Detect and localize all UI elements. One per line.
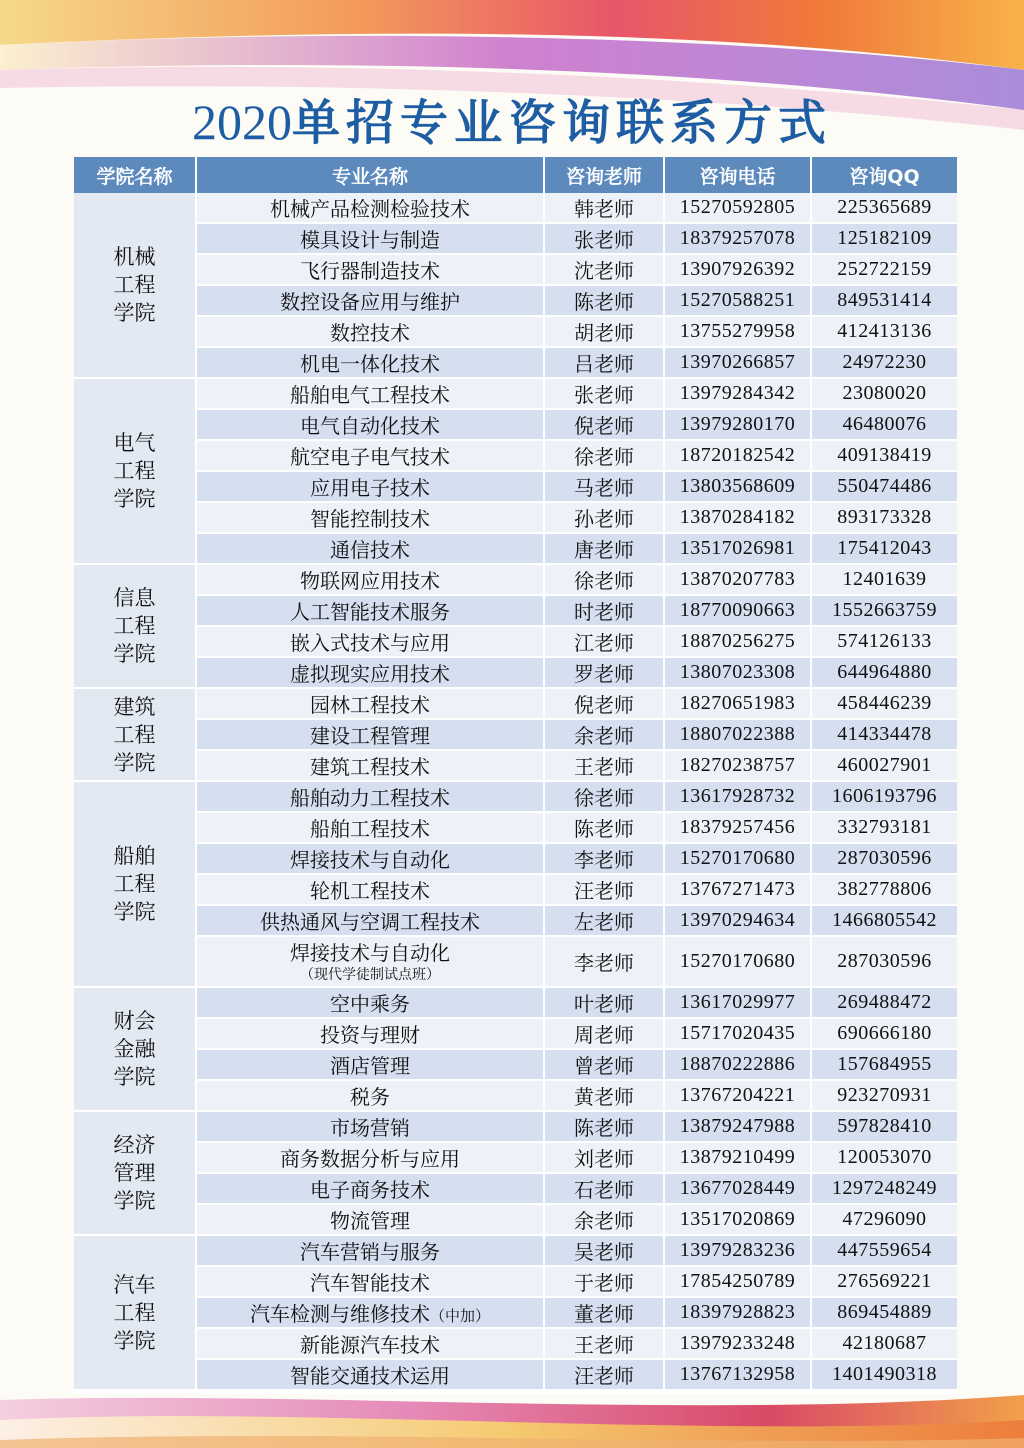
phone-cell: 13617928732 — [664, 781, 811, 812]
phone-cell: 13767204221 — [664, 1080, 811, 1111]
major-name: 数控设备应用与维护 — [280, 290, 460, 314]
qq-cell: 1401490318 — [811, 1359, 957, 1390]
table-row — [74, 1018, 957, 1049]
teacher-cell: 孙老师 — [544, 502, 664, 533]
phone-cell: 13517020869 — [664, 1204, 811, 1235]
major-cell — [196, 1359, 544, 1390]
phone-cell: 13767271473 — [664, 874, 811, 905]
qq-cell: 225365689 — [811, 193, 957, 223]
college-name: 机械 工程 学院 — [113, 245, 156, 325]
major-note: （现代学徒制试点班） — [300, 966, 440, 983]
table-row — [74, 719, 957, 750]
major-name: 智能交通技术运用 — [290, 1364, 450, 1388]
phone-cell: 13807023308 — [664, 657, 811, 688]
table-header-row — [74, 157, 957, 193]
major-cell — [196, 502, 544, 533]
teacher-cell: 罗老师 — [544, 657, 664, 688]
qq-cell: 458446239 — [811, 688, 957, 719]
major-cell — [196, 595, 544, 626]
teacher-cell: 黄老师 — [544, 1080, 664, 1111]
col-header-college: 学院名称 — [74, 157, 196, 193]
college-name: 电气 工程 学院 — [113, 431, 156, 511]
table-row — [74, 626, 957, 657]
major-name: 汽车营销与服务 — [300, 1240, 440, 1264]
major-cell — [196, 719, 544, 750]
major-name: 人工智能技术服务 — [290, 600, 450, 624]
major-cell — [196, 471, 544, 502]
teacher-cell: 石老师 — [544, 1173, 664, 1204]
teacher-cell: 唐老师 — [544, 533, 664, 564]
major-cell — [196, 1049, 544, 1080]
table-row — [74, 471, 957, 502]
college-name: 汽车 工程 学院 — [113, 1272, 156, 1353]
table-row — [74, 347, 957, 378]
table-row — [74, 874, 957, 905]
teacher-cell: 曾老师 — [544, 1049, 664, 1080]
table-row — [74, 1080, 957, 1111]
major-name: 焊接技术与自动化 — [290, 940, 450, 965]
qq-cell: 597828410 — [811, 1111, 957, 1142]
qq-cell: 287030596 — [811, 843, 957, 874]
table-row — [74, 936, 957, 987]
teacher-cell: 马老师 — [544, 471, 664, 502]
major-cell — [196, 1018, 544, 1049]
table-row — [74, 1204, 957, 1235]
major-cell — [196, 781, 544, 812]
phone-cell: 15270588251 — [664, 285, 811, 316]
teacher-cell: 徐老师 — [544, 440, 664, 471]
teacher-cell: 于老师 — [544, 1266, 664, 1297]
phone-cell: 13979283236 — [664, 1235, 811, 1266]
college-name-cell — [74, 1111, 196, 1235]
teacher-cell: 吕老师 — [544, 347, 664, 378]
table-row — [74, 905, 957, 936]
major-name: 建筑工程技术 — [310, 755, 430, 779]
major-name: 船舶动力工程技术 — [290, 786, 450, 810]
major-cell — [196, 905, 544, 936]
phone-cell: 13907926392 — [664, 254, 811, 285]
qq-cell: 1606193796 — [811, 781, 957, 812]
major-cell — [196, 987, 544, 1018]
qq-cell: 12401639 — [811, 564, 957, 595]
teacher-cell: 江老师 — [544, 626, 664, 657]
col-header-teacher: 咨询老师 — [544, 157, 664, 193]
major-cell — [196, 936, 544, 987]
phone-cell: 18270651983 — [664, 688, 811, 719]
qq-cell: 46480076 — [811, 409, 957, 440]
college-name: 经济 管理 学院 — [113, 1133, 156, 1213]
phone-cell: 13979233248 — [664, 1328, 811, 1359]
college-name-cell — [74, 781, 196, 987]
qq-cell: 849531414 — [811, 285, 957, 316]
phone-cell: 18379257078 — [664, 223, 811, 254]
qq-cell: 893173328 — [811, 502, 957, 533]
teacher-cell: 王老师 — [544, 750, 664, 781]
major-name: 智能控制技术 — [310, 507, 430, 531]
major-cell — [196, 316, 544, 347]
major-name: 供热通风与空调工程技术 — [260, 910, 480, 934]
major-cell — [196, 812, 544, 843]
table-row — [74, 750, 957, 781]
contact-table — [74, 157, 957, 1391]
teacher-cell: 汪老师 — [544, 1359, 664, 1390]
teacher-cell: 汪老师 — [544, 874, 664, 905]
teacher-cell: 陈老师 — [544, 1111, 664, 1142]
major-cell — [196, 193, 544, 223]
qq-cell: 24972230 — [811, 347, 957, 378]
teacher-cell: 陈老师 — [544, 285, 664, 316]
qq-cell: 47296090 — [811, 1204, 957, 1235]
phone-cell: 13803568609 — [664, 471, 811, 502]
major-cell — [196, 409, 544, 440]
teacher-cell: 李老师 — [544, 843, 664, 874]
major-cell — [196, 440, 544, 471]
major-name: 电子商务技术 — [310, 1178, 430, 1202]
major-name: 轮机工程技术 — [310, 879, 430, 903]
major-name: 电气自动化技术 — [300, 414, 440, 438]
teacher-cell: 刘老师 — [544, 1142, 664, 1173]
college-name: 船舶 工程 学院 — [113, 844, 156, 924]
teacher-cell: 胡老师 — [544, 316, 664, 347]
contact-table-wrapper — [74, 157, 957, 1394]
table-row — [74, 1266, 957, 1297]
phone-cell: 18870222886 — [664, 1049, 811, 1080]
major-name: 焊接技术与自动化 — [290, 848, 450, 872]
major-name: 模具设计与制造 — [300, 228, 440, 252]
college-name-cell — [74, 378, 196, 564]
phone-cell: 13970294634 — [664, 905, 811, 936]
table-row — [74, 193, 957, 223]
table-row — [74, 316, 957, 347]
major-cell — [196, 1235, 544, 1266]
qq-cell: 550474486 — [811, 471, 957, 502]
major-cell — [196, 1204, 544, 1235]
teacher-cell: 董老师 — [544, 1297, 664, 1328]
major-name: 商务数据分析与应用 — [280, 1147, 460, 1171]
major-name: 投资与理财 — [320, 1023, 420, 1047]
major-name: 船舶电气工程技术 — [290, 383, 450, 407]
college-name: 信息 工程 学院 — [113, 586, 156, 666]
qq-cell: 1466805542 — [811, 905, 957, 936]
major-cell — [196, 874, 544, 905]
qq-cell: 690666180 — [811, 1018, 957, 1049]
phone-cell: 17854250789 — [664, 1266, 811, 1297]
major-cell — [196, 285, 544, 316]
phone-cell: 18870256275 — [664, 626, 811, 657]
major-name: 航空电子电气技术 — [290, 445, 450, 469]
major-cell — [196, 378, 544, 409]
qq-cell: 574126133 — [811, 626, 957, 657]
table-row — [74, 688, 957, 719]
table-row — [74, 1173, 957, 1204]
table-row — [74, 533, 957, 564]
teacher-cell: 韩老师 — [544, 193, 664, 223]
col-header-qq: 咨询QQ — [811, 157, 957, 193]
teacher-cell: 陈老师 — [544, 812, 664, 843]
major-name: 船舶工程技术 — [310, 817, 430, 841]
major-cell — [196, 1142, 544, 1173]
qq-cell: 252722159 — [811, 254, 957, 285]
major-suffix: （中加） — [429, 1307, 490, 1325]
major-cell — [196, 254, 544, 285]
table-row — [74, 254, 957, 285]
table-row — [74, 812, 957, 843]
phone-cell: 13879247988 — [664, 1111, 811, 1142]
phone-cell: 13979280170 — [664, 409, 811, 440]
college-name: 财会 金融 学院 — [113, 1009, 156, 1089]
phone-cell: 18720182542 — [664, 440, 811, 471]
major-cell — [196, 564, 544, 595]
phone-cell: 13879210499 — [664, 1142, 811, 1173]
teacher-cell: 周老师 — [544, 1018, 664, 1049]
phone-cell: 13870207783 — [664, 564, 811, 595]
title-year: 2020 — [191, 94, 292, 150]
table-row — [74, 409, 957, 440]
phone-cell: 13677028449 — [664, 1173, 811, 1204]
table-row — [74, 843, 957, 874]
major-name: 空中乘务 — [330, 992, 410, 1016]
major-name: 数控技术 — [330, 321, 410, 345]
table-row — [74, 1297, 957, 1328]
major-name: 机电一体化技术 — [300, 352, 440, 376]
phone-cell: 13755279958 — [664, 316, 811, 347]
major-cell — [196, 1266, 544, 1297]
major-cell — [196, 657, 544, 688]
major-cell — [196, 347, 544, 378]
table-row — [74, 285, 957, 316]
major-cell — [196, 1111, 544, 1142]
teacher-cell: 李老师 — [544, 936, 664, 987]
major-cell — [196, 1080, 544, 1111]
teacher-cell: 沈老师 — [544, 254, 664, 285]
college-name-cell — [74, 688, 196, 781]
table-row — [74, 781, 957, 812]
table-row — [74, 564, 957, 595]
college-name-cell — [74, 1235, 196, 1390]
teacher-cell: 张老师 — [544, 378, 664, 409]
major-cell — [196, 626, 544, 657]
teacher-cell: 余老师 — [544, 719, 664, 750]
teacher-cell: 叶老师 — [544, 987, 664, 1018]
major-cell — [196, 1173, 544, 1204]
major-cell — [196, 843, 544, 874]
major-cell — [196, 750, 544, 781]
major-cell — [196, 1328, 544, 1359]
phone-cell: 13970266857 — [664, 347, 811, 378]
phone-cell: 15717020435 — [664, 1018, 811, 1049]
major-cell — [196, 1297, 544, 1328]
qq-cell: 42180687 — [811, 1328, 957, 1359]
table-row — [74, 1359, 957, 1390]
major-name: 市场营销 — [330, 1116, 410, 1140]
phone-cell: 13517026981 — [664, 533, 811, 564]
teacher-cell: 倪老师 — [544, 688, 664, 719]
major-name: 汽车检测与维修技术 — [249, 1302, 430, 1326]
table-row — [74, 502, 957, 533]
qq-cell: 23080020 — [811, 378, 957, 409]
table-row — [74, 1142, 957, 1173]
col-header-phone: 咨询电话 — [664, 157, 811, 193]
table-row — [74, 987, 957, 1018]
phone-cell: 18270238757 — [664, 750, 811, 781]
major-name: 园林工程技术 — [310, 693, 430, 717]
major-cell — [196, 533, 544, 564]
major-name: 嵌入式技术与应用 — [290, 631, 450, 655]
teacher-cell: 倪老师 — [544, 409, 664, 440]
qq-cell: 644964880 — [811, 657, 957, 688]
major-name: 虚拟现实应用技术 — [290, 662, 450, 686]
qq-cell: 414334478 — [811, 719, 957, 750]
major-name: 建设工程管理 — [310, 724, 430, 748]
major-name: 通信技术 — [330, 538, 410, 562]
college-name-cell — [74, 193, 196, 378]
phone-cell: 13979284342 — [664, 378, 811, 409]
phone-cell: 18807022388 — [664, 719, 811, 750]
qq-cell: 332793181 — [811, 812, 957, 843]
phone-cell: 15270170680 — [664, 936, 811, 987]
table-row — [74, 1328, 957, 1359]
title-text: 单招专业咨询联系方式 — [291, 95, 832, 151]
college-name-cell — [74, 564, 196, 688]
page-title — [0, 92, 1024, 152]
table-body — [74, 193, 957, 1390]
major-name: 机械产品检测检验技术 — [270, 197, 470, 221]
qq-cell: 276569221 — [811, 1266, 957, 1297]
teacher-cell: 徐老师 — [544, 564, 664, 595]
phone-cell: 18379257456 — [664, 812, 811, 843]
teacher-cell: 时老师 — [544, 595, 664, 626]
qq-cell: 382778806 — [811, 874, 957, 905]
major-name: 新能源汽车技术 — [300, 1333, 440, 1357]
table-row — [74, 378, 957, 409]
major-name: 酒店管理 — [330, 1054, 410, 1078]
col-header-major: 专业名称 — [196, 157, 544, 193]
major-name: 飞行器制造技术 — [300, 259, 440, 283]
qq-cell: 460027901 — [811, 750, 957, 781]
qq-cell: 1297248249 — [811, 1173, 957, 1204]
teacher-cell: 徐老师 — [544, 781, 664, 812]
phone-cell: 15270592805 — [664, 193, 811, 223]
qq-cell: 1552663759 — [811, 595, 957, 626]
qq-cell: 125182109 — [811, 223, 957, 254]
table-row — [74, 1049, 957, 1080]
college-name-cell — [74, 987, 196, 1111]
table-row — [74, 1235, 957, 1266]
table-row — [74, 657, 957, 688]
major-cell — [196, 223, 544, 254]
phone-cell: 13767132958 — [664, 1359, 811, 1390]
table-row — [74, 223, 957, 254]
phone-cell: 18770090663 — [664, 595, 811, 626]
phone-cell: 13870284182 — [664, 502, 811, 533]
qq-cell: 269488472 — [811, 987, 957, 1018]
major-cell — [196, 688, 544, 719]
teacher-cell: 左老师 — [544, 905, 664, 936]
qq-cell: 923270931 — [811, 1080, 957, 1111]
qq-cell: 287030596 — [811, 936, 957, 987]
qq-cell: 447559654 — [811, 1235, 957, 1266]
table-row — [74, 595, 957, 626]
qq-cell: 120053070 — [811, 1142, 957, 1173]
teacher-cell: 张老师 — [544, 223, 664, 254]
major-name: 物流管理 — [330, 1209, 410, 1233]
table-row — [74, 440, 957, 471]
qq-cell: 412413136 — [811, 316, 957, 347]
phone-cell: 15270170680 — [664, 843, 811, 874]
phone-cell: 18397928823 — [664, 1297, 811, 1328]
qq-cell: 869454889 — [811, 1297, 957, 1328]
major-name: 汽车智能技术 — [310, 1271, 430, 1295]
teacher-cell: 王老师 — [544, 1328, 664, 1359]
phone-cell: 13617029977 — [664, 987, 811, 1018]
table-row — [74, 1111, 957, 1142]
major-name: 物联网应用技术 — [300, 569, 440, 593]
qq-cell: 175412043 — [811, 533, 957, 564]
major-name: 应用电子技术 — [310, 476, 430, 500]
teacher-cell: 余老师 — [544, 1204, 664, 1235]
major-name: 税务 — [350, 1085, 390, 1109]
teacher-cell: 吴老师 — [544, 1235, 664, 1266]
college-name: 建筑 工程 学院 — [113, 694, 156, 775]
qq-cell: 409138419 — [811, 440, 957, 471]
qq-cell: 157684955 — [811, 1049, 957, 1080]
